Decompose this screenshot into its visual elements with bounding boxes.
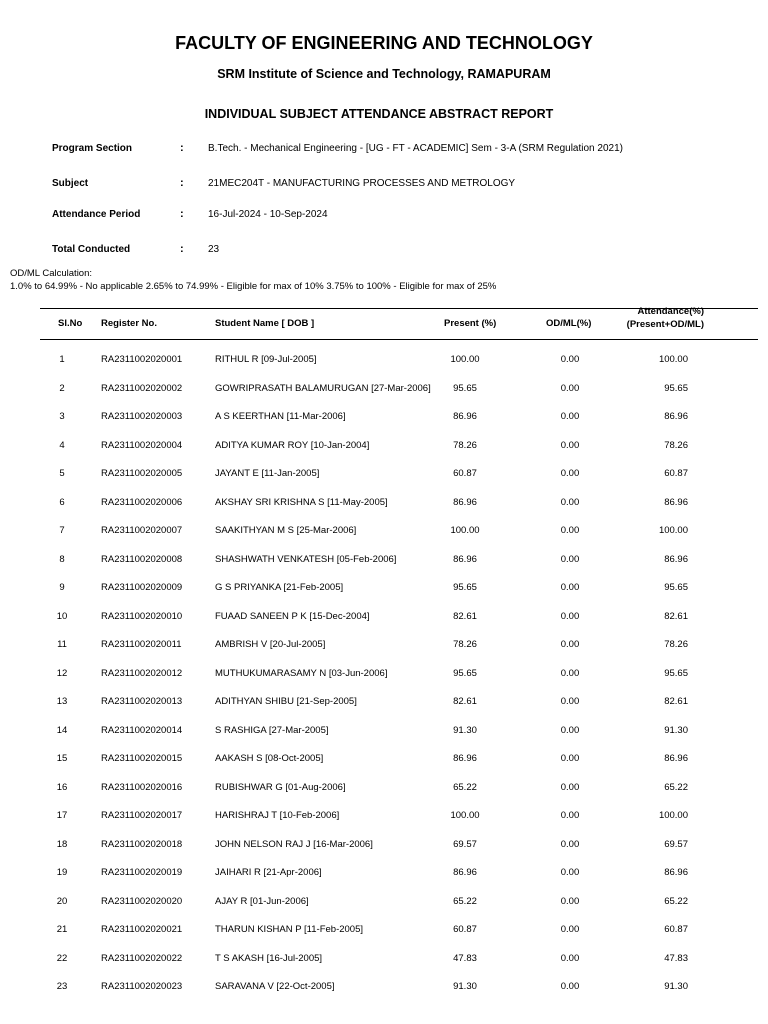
cell-present: 86.96 — [453, 496, 477, 508]
cell-sl-no: 10 — [56, 610, 68, 622]
header-register-no: Register No. — [101, 318, 157, 329]
institute-name: SRM Institute of Science and Technology, RAMAPURAM — [217, 67, 551, 81]
cell-attendance: 86.96 — [664, 867, 688, 878]
subject-value: 21MEC204T - MANUFACTURING PROCESSES AND METROLOGY — [208, 178, 516, 189]
cell-present: 60.87 — [453, 468, 477, 479]
cell-present: 100.00 — [450, 810, 480, 821]
cell-attendance: 86.96 — [664, 496, 688, 508]
table-row — [0, 611, 768, 639]
cell-present: 82.61 — [453, 610, 477, 622]
report-title: INDIVIDUAL SUBJECT ATTENDANCE ABSTRACT REPORT — [204, 107, 554, 121]
cell-odml: 0.00 — [560, 525, 580, 536]
cell-present: 65.22 — [453, 781, 477, 793]
total-conducted-colon: : — [180, 243, 184, 255]
faculty-title: FACULTY OF ENGINEERING AND TECHNOLOGY — [175, 33, 593, 53]
cell-sl-no: 20 — [56, 895, 68, 907]
table-row — [0, 839, 768, 867]
cell-attendance: 65.22 — [664, 895, 688, 907]
cell-sl-no: 9 — [59, 582, 65, 593]
cell-present: 86.96 — [453, 753, 477, 764]
cell-odml: 0.00 — [560, 411, 580, 422]
total-conducted-value: 23 — [208, 244, 220, 255]
cell-odml: 0.00 — [560, 582, 580, 593]
table-row — [0, 810, 768, 838]
table-row — [0, 468, 768, 496]
cell-student-name: JOHN NELSON RAJ J [16-Mar-2006] — [215, 838, 373, 850]
cell-student-name: AJAY R [01-Jun-2006] — [215, 895, 309, 907]
subject-label: Subject — [52, 178, 89, 189]
cell-present: 78.26 — [453, 639, 477, 650]
cell-student-name: T S AKASH [16-Jul-2005] — [215, 952, 323, 964]
program-section-colon: : — [180, 142, 184, 154]
subject-colon: : — [180, 177, 184, 189]
cell-sl-no: 12 — [56, 667, 68, 679]
attendance-period-value: 16-Jul-2024 - 10-Sep-2024 — [208, 209, 328, 220]
cell-attendance: 86.96 — [664, 753, 688, 764]
cell-present: 60.87 — [453, 924, 477, 935]
cell-present: 95.65 — [453, 582, 477, 593]
cell-attendance: 86.96 — [664, 411, 688, 422]
cell-student-name: RITHUL R [09-Jul-2005] — [215, 354, 317, 365]
cell-odml: 0.00 — [560, 867, 580, 878]
table-row — [0, 354, 768, 382]
program-section-label: Program Section — [52, 143, 133, 154]
header-sl-no: Sl.No — [58, 318, 83, 329]
cell-student-name: FUAAD SANEEN P K [15-Dec-2004] — [215, 610, 370, 622]
cell-student-name: SARAVANA V [22-Oct-2005] — [215, 981, 335, 992]
cell-register-no: RA2311002020002 — [101, 382, 183, 394]
cell-student-name: AMBRISH V [20-Jul-2005] — [215, 639, 326, 650]
table-row — [0, 383, 768, 411]
cell-register-no: RA2311002020020 — [101, 895, 183, 907]
cell-attendance: 100.00 — [658, 525, 688, 536]
cell-attendance: 95.65 — [664, 582, 688, 593]
cell-student-name: SHASHWATH VENKATESH [05-Feb-2006] — [215, 553, 397, 565]
cell-sl-no: 15 — [56, 753, 68, 764]
cell-attendance: 91.30 — [664, 724, 688, 736]
cell-sl-no: 13 — [56, 696, 68, 707]
cell-sl-no: 8 — [59, 553, 65, 565]
cell-present: 78.26 — [453, 439, 477, 451]
cell-student-name: THARUN KISHAN P [11-Feb-2005] — [215, 924, 364, 935]
cell-odml: 0.00 — [560, 610, 580, 622]
cell-student-name: ADITHYAN SHIBU [21-Sep-2005] — [215, 696, 357, 707]
cell-odml: 0.00 — [560, 696, 580, 707]
header-present: Present (%) — [444, 318, 497, 329]
cell-register-no: RA2311002020011 — [101, 639, 182, 650]
table-row — [0, 782, 768, 810]
cell-attendance: 78.26 — [664, 439, 688, 451]
cell-present: 86.96 — [453, 553, 477, 565]
table-header-rule — [40, 339, 758, 340]
cell-student-name: G S PRIYANKA [21-Feb-2005] — [215, 582, 344, 593]
cell-odml: 0.00 — [560, 468, 580, 479]
cell-present: 95.65 — [453, 667, 477, 679]
cell-student-name: S RASHIGA [27-Mar-2005] — [215, 724, 329, 736]
cell-odml: 0.00 — [560, 667, 580, 679]
cell-present: 65.22 — [453, 895, 477, 907]
program-section-value: B.Tech. - Mechanical Engineering - [UG - FT - ACADEMIC] Sem - 3-A (SRM Regulation 2021) — [208, 143, 623, 154]
header-student-name: Student Name [ DOB ] — [215, 318, 315, 329]
table-row — [0, 696, 768, 724]
cell-student-name: AAKASH S [08-Oct-2005] — [215, 753, 324, 764]
cell-register-no: RA2311002020004 — [101, 439, 183, 451]
cell-sl-no: 1 — [59, 354, 65, 365]
cell-register-no: RA2311002020010 — [101, 610, 183, 622]
cell-sl-no: 19 — [56, 867, 68, 878]
table-row — [0, 924, 768, 952]
cell-register-no: RA2311002020023 — [101, 981, 183, 992]
cell-present: 47.83 — [453, 952, 477, 964]
table-row — [0, 867, 768, 895]
cell-sl-no: 11 — [57, 639, 67, 650]
cell-odml: 0.00 — [560, 895, 580, 907]
header-attendance-sub: (Present+OD/ML) — [626, 319, 704, 330]
cell-odml: 0.00 — [560, 439, 580, 451]
cell-register-no: RA2311002020007 — [101, 525, 183, 536]
cell-register-no: RA2311002020006 — [101, 496, 183, 508]
cell-attendance: 100.00 — [658, 810, 688, 821]
cell-odml: 0.00 — [560, 496, 580, 508]
cell-present: 100.00 — [450, 525, 480, 536]
cell-sl-no: 21 — [56, 924, 68, 935]
cell-attendance: 82.61 — [664, 696, 688, 707]
cell-register-no: RA2311002020019 — [101, 867, 183, 878]
cell-sl-no: 2 — [59, 382, 65, 394]
cell-sl-no: 4 — [59, 439, 65, 451]
cell-register-no: RA2311002020008 — [101, 553, 183, 565]
table-row — [0, 753, 768, 781]
cell-register-no: RA2311002020017 — [101, 810, 183, 821]
cell-sl-no: 22 — [56, 952, 68, 964]
table-row — [0, 953, 768, 981]
cell-register-no: RA2311002020016 — [101, 781, 183, 793]
cell-present: 86.96 — [453, 867, 477, 878]
cell-odml: 0.00 — [560, 981, 580, 992]
cell-odml: 0.00 — [560, 724, 580, 736]
cell-attendance: 95.65 — [664, 667, 688, 679]
cell-odml: 0.00 — [560, 753, 580, 764]
cell-attendance: 91.30 — [664, 981, 688, 992]
cell-attendance: 95.65 — [664, 382, 688, 394]
cell-register-no: RA2311002020009 — [101, 582, 183, 593]
cell-sl-no: 6 — [59, 496, 65, 508]
attendance-period-label: Attendance Period — [52, 209, 141, 220]
table-row — [0, 668, 768, 696]
cell-sl-no: 17 — [56, 810, 68, 821]
cell-register-no: RA2311002020013 — [101, 696, 183, 707]
cell-sl-no: 16 — [56, 781, 68, 793]
table-row — [0, 497, 768, 525]
header-odml: OD/ML(%) — [546, 318, 592, 329]
odml-note-rules: 1.0% to 64.99% - No applicable 2.65% to 74.99% - Eligible for max of 10% 3.75% to 100% - Eligible for max of 25% — [10, 281, 497, 292]
cell-register-no: RA2311002020021 — [101, 924, 183, 935]
cell-odml: 0.00 — [560, 354, 580, 365]
cell-register-no: RA2311002020001 — [101, 354, 183, 365]
cell-present: 91.30 — [453, 981, 477, 992]
cell-odml: 0.00 — [560, 952, 580, 964]
cell-student-name: RUBISHWAR G [01-Aug-2006] — [215, 781, 346, 793]
cell-attendance: 82.61 — [664, 610, 688, 622]
cell-register-no: RA2311002020003 — [101, 411, 183, 422]
cell-attendance: 100.00 — [658, 354, 688, 365]
table-row — [0, 896, 768, 924]
cell-attendance: 47.83 — [664, 952, 688, 964]
cell-odml: 0.00 — [560, 924, 580, 935]
cell-present: 100.00 — [450, 354, 480, 365]
cell-odml: 0.00 — [560, 838, 580, 850]
cell-odml: 0.00 — [560, 781, 580, 793]
cell-attendance: 78.26 — [664, 639, 688, 650]
cell-attendance: 86.96 — [664, 553, 688, 565]
table-row — [0, 440, 768, 468]
cell-student-name: MUTHUKUMARASAMY N [03-Jun-2006] — [215, 667, 388, 679]
table-row — [0, 582, 768, 610]
cell-register-no: RA2311002020018 — [101, 838, 183, 850]
cell-register-no: RA2311002020022 — [101, 952, 183, 964]
cell-sl-no: 5 — [59, 468, 65, 479]
cell-present: 86.96 — [453, 411, 477, 422]
header-attendance: Attendance(%) — [637, 306, 704, 317]
cell-attendance: 65.22 — [664, 781, 688, 793]
total-conducted-label: Total Conducted — [52, 244, 131, 255]
cell-sl-no: 3 — [59, 411, 65, 422]
table-row — [0, 411, 768, 439]
cell-present: 95.65 — [453, 382, 477, 394]
cell-attendance: 69.57 — [664, 838, 688, 850]
attendance-period-colon: : — [180, 208, 184, 220]
table-row — [0, 554, 768, 582]
cell-odml: 0.00 — [560, 639, 580, 650]
cell-present: 82.61 — [453, 696, 477, 707]
cell-sl-no: 7 — [59, 525, 65, 536]
table-row — [0, 639, 768, 667]
cell-register-no: RA2311002020014 — [101, 724, 183, 736]
cell-odml: 0.00 — [560, 810, 580, 821]
cell-student-name: JAYANT E [11-Jan-2005] — [215, 468, 320, 479]
cell-student-name: AKSHAY SRI KRISHNA S [11-May-2005] — [215, 496, 388, 508]
cell-register-no: RA2311002020005 — [101, 468, 183, 479]
cell-student-name: JAIHARI R [21-Apr-2006] — [215, 867, 322, 878]
cell-student-name: A S KEERTHAN [11-Mar-2006] — [215, 411, 346, 422]
cell-sl-no: 18 — [56, 838, 68, 850]
cell-sl-no: 14 — [56, 724, 68, 736]
cell-student-name: GOWRIPRASATH BALAMURUGAN [27-Mar-2006] — [215, 382, 431, 394]
odml-note-heading: OD/ML Calculation: — [10, 268, 93, 279]
table-row — [0, 981, 768, 1009]
cell-present: 69.57 — [453, 838, 477, 850]
cell-student-name: ADITYA KUMAR ROY [10-Jan-2004] — [215, 439, 370, 451]
cell-register-no: RA2311002020015 — [101, 753, 183, 764]
cell-odml: 0.00 — [560, 382, 580, 394]
cell-attendance: 60.87 — [664, 924, 688, 935]
cell-odml: 0.00 — [560, 553, 580, 565]
cell-register-no: RA2311002020012 — [101, 667, 183, 679]
cell-sl-no: 23 — [56, 981, 68, 992]
cell-present: 91.30 — [453, 724, 477, 736]
cell-student-name: SAAKITHYAN M S [25-Mar-2006] — [215, 525, 357, 536]
cell-student-name: HARISHRAJ T [10-Feb-2006] — [215, 810, 340, 821]
table-row — [0, 525, 768, 553]
cell-attendance: 60.87 — [664, 468, 688, 479]
table-row — [0, 725, 768, 753]
